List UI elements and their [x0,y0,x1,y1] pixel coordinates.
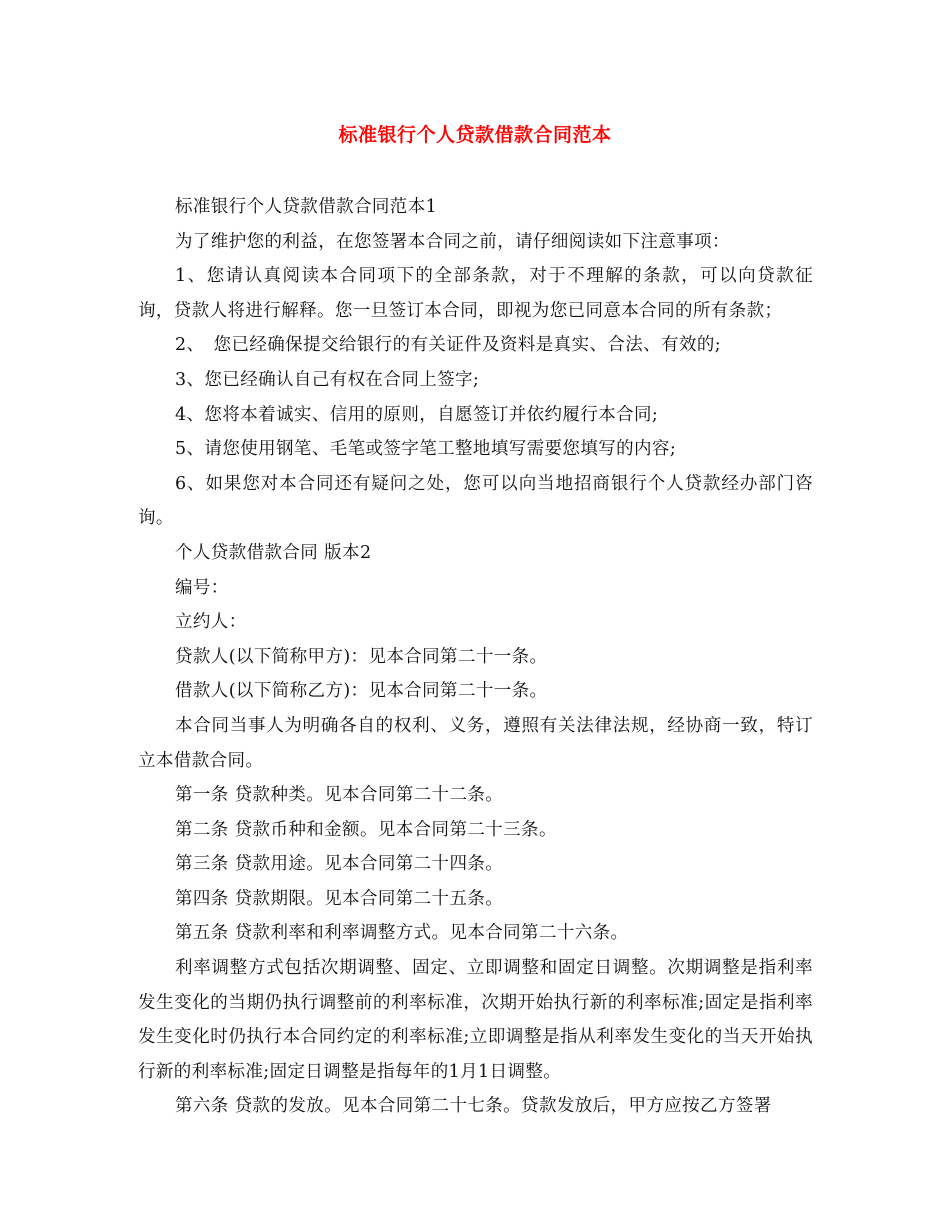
paragraph-contract-heading-1: 标准银行个人贷款借款合同范本1 [175,197,438,217]
paragraph-notice-5: 5、请您使用钢笔、毛笔或签字笔工整地填写需要您填写的内容; [175,439,677,460]
document-body [138,190,813,1124]
paragraph-contract-heading-2: 个人贷款借款合同 版本2 [175,542,372,563]
paragraph-notice-1: 1、您请认真阅读本合同项下的全部条款，对于不理解的条款，可以向贷款征询，贷款人将进行解释。您一旦签订本合同，即视为您已同意本合同的所有条款； [138,266,813,321]
paragraph-notice-4: 4、您将本着诚实、信用的原则，自愿签订并依约履行本合同; [175,404,659,425]
paragraph-preamble: 本合同当事人为明确各自的权利、义务，遵照有关法律法规，经协商一致，特订立本借款合同。 [138,715,813,771]
paragraph-article-6: 第六条 贷款的发放。见本合同第二十七条。贷款发放后，甲方应按乙方签署 [175,1096,772,1117]
paragraph-notice-3: 3、您已经确认自己有权在合同上签字; [175,369,480,390]
paragraph-serial-number: 编号： [175,577,229,598]
paragraph-parties: 立约人： [175,612,247,633]
paragraph-article-5: 第五条 贷款利率和利率调整方式。见本合同第二十六条。 [175,923,629,944]
paragraph-article-2: 第二条 贷款币种和金额。见本合同第二十三条。 [175,819,557,840]
paragraph-article-4: 第四条 贷款期限。见本合同第二十五条。 [175,888,504,909]
paragraph-notice-2: 2、 您已经确保提交给银行的有关证件及资料是真实、合法、有效的; [175,335,722,356]
paragraph-notice-intro: 为了维护您的利益，在您签署本合同之前，请仔细阅读如下注意事项： [175,231,730,252]
paragraph-lender: 贷款人(以下简称甲方)：见本合同第二十一条。 [175,646,548,667]
paragraph-article-1: 第一条 贷款种类。见本合同第二十二条。 [175,785,504,806]
document-title: 标准银行个人贷款借款合同范本 [338,124,612,146]
paragraph-notice-6: 6、如果您对本合同还有疑问之处，您可以向当地招商银行个人贷款经办部门咨询。 [138,473,813,529]
paragraph-rate-adjustment: 利率调整方式包括次期调整、固定、立即调整和固定日调整。次期调整是指利率发生变化的当期仍执行调整前的利率标准，次期开始执行新的利率标准;固定是指利率发生变化时仍执行本合同约定的利率标准;立即调整是指从利率发生变化的当天开始执行新的利率标准;固定日调整是指每年的1月1日调整。 [138,958,813,1082]
paragraph-article-3: 第三条 贷款用途。见本合同第二十四条。 [175,854,504,875]
paragraph-borrower: 借款人(以下简称乙方)：见本合同第二十一条。 [175,681,548,702]
